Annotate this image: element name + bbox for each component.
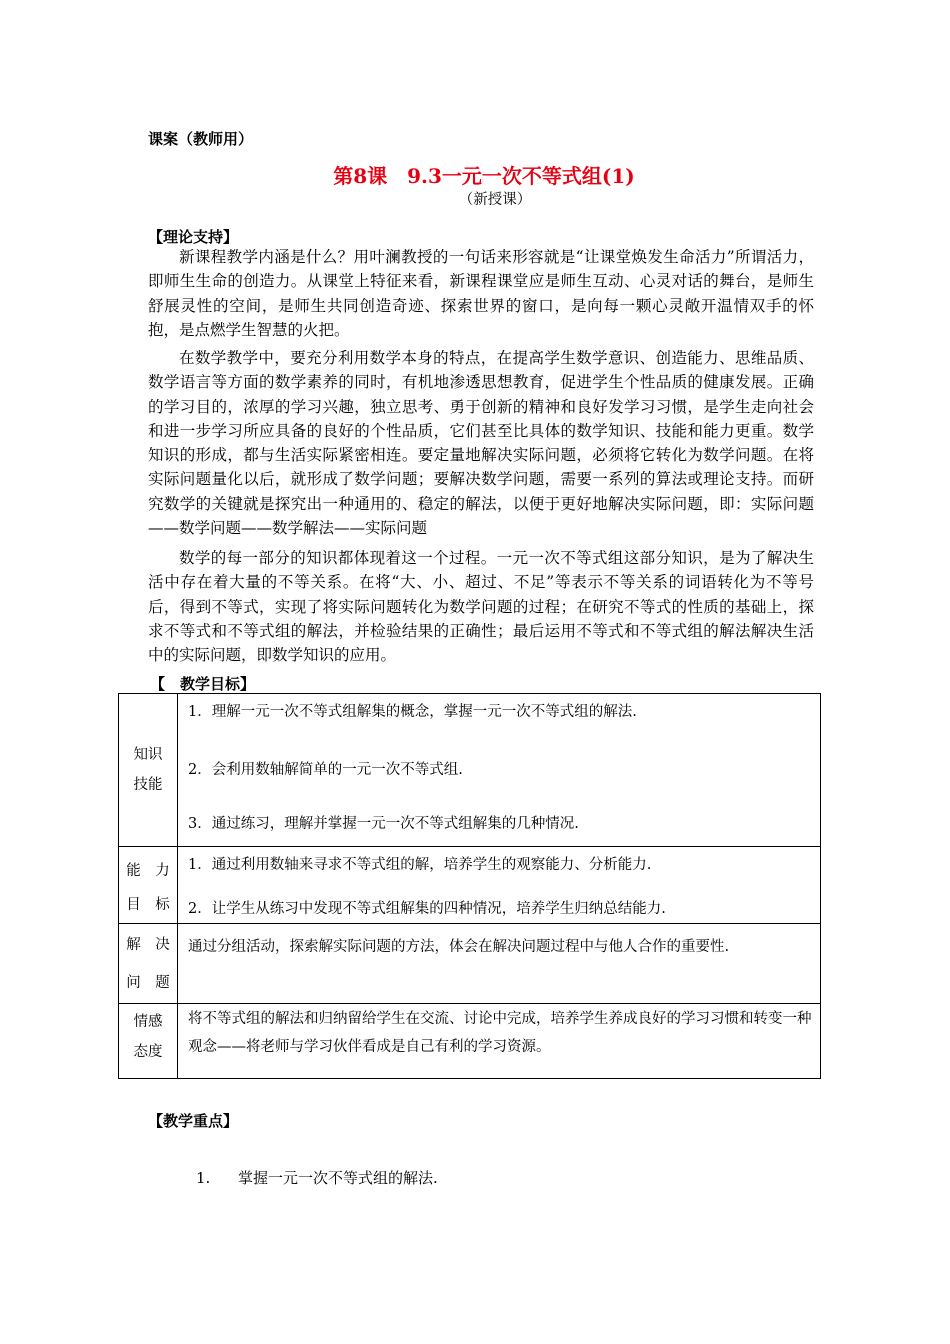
goal-category-line: 能 力	[126, 863, 170, 879]
document-type-label: 课案（教师用）	[148, 130, 254, 148]
goal-category-line: 技能	[133, 777, 163, 793]
theory-heading: 【理论支持】	[148, 228, 239, 246]
goal-row-knowledge	[119, 694, 821, 847]
theory-paragraph: 数学的每一部分的知识都体现着这一个过程。一元一次不等式组这部分知识，是为了解决生活中存在着大量的不等关系。在将“大、小、超过、不足”等表示不等关系的词语转化为不等号后，得到不等式，实现了将实际问题转化为数学问题的过程；在研究不等式的性质的基础上，探求不等式和不等式组的解法，并检验结果的正确性；最后运用不等式和不等式组的解法解决生活中的实际问题，即数学知识的应用。	[148, 549, 814, 665]
focus-item	[196, 1167, 438, 1188]
focus-item-text: 掌握一元一次不等式组的解法.	[238, 1169, 438, 1187]
goal-item: 通过分组活动，探索解实际问题的方法，体会在解决问题过程中与他人合作的重要性.	[188, 939, 730, 955]
goal-content-cell	[178, 1004, 821, 1079]
goal-row-ability	[119, 847, 821, 924]
goal-item: 2．会利用数轴解简单的一元一次不等式组.	[188, 762, 463, 778]
lesson-title: 第8课 9.3一元一次不等式组(1)	[333, 164, 635, 188]
goal-row-attitude	[119, 1004, 821, 1079]
goal-category-line: 知识	[133, 747, 163, 763]
focus-item-number: 1.	[196, 1169, 211, 1187]
theory-paragraph: 在数学教学中，要充分利用数学本身的特点，在提高学生数学意识、创造能力、思维品质、数学语言等方面的数学素养的同时，有机地渗透思想教育，促进学生个性品质的健康发展。正确的学习目的，浓厚的学习兴趣，独立思考、勇于创新的精神和良好发学习习惯，是学生走向社会和进一步学习所应具备的良好的个性品质，它们甚至比具体的数学知识、技能和能力更重。数学知识的形成，都与生活实际紧密相连。要定量地解决实际问题，必须将它转化为数学问题。在将实际问题量化以后，就形成了数学问题；要解决数学问题，需要一系列的算法或理论支持。而研究数学的关键就是探究出一种通用的、稳定的解法，以便于更好地解决实际问题，即：实际问题——数学问题——数学解法——实际问题	[148, 349, 814, 538]
goal-item: 1．理解一元一次不等式组解集的概念，掌握一元一次不等式组的解法.	[188, 704, 637, 720]
goal-category-line: 解 决	[126, 936, 170, 953]
goal-category-cell	[119, 847, 178, 924]
goal-category-line: 情感	[133, 1014, 163, 1030]
goal-item: 1．通过利用数轴来寻求不等式组的解，培养学生的观察能力、分析能力.	[188, 857, 652, 873]
goal-item: 将不等式组的解法和归纳留给学生在交流、讨论中完成，培养学生养成良好的学习习惯和转变一种观念——将老师与学习伙伴看成是自己有利的学习资源。	[188, 1011, 812, 1055]
goal-content-cell	[178, 694, 821, 847]
goals-heading: 【 教学目标】	[150, 675, 256, 693]
goal-category-cell	[119, 1004, 178, 1079]
goal-category-cell	[119, 924, 178, 1004]
goal-category-line: 目 标	[126, 897, 170, 913]
focus-heading: 【教学重点】	[148, 1112, 239, 1130]
goal-item: 2．让学生从练习中发现不等式组解集的四种情况，培养学生归纳总结能力.	[188, 901, 666, 917]
theory-paragraph: 新课程教学内涵是什么？用叶澜教授的一句话来形容就是“让课堂焕发生命活力”所谓活力，即师生生命的创造力。从课堂上特征来看，新课程课堂应是师生互动、心灵对话的舞台，是师生舒展灵性的空间，是师生共同创造奇迹、探索世界的窗口，是向每一颗心灵敞开温情双手的怀抱，是点燃学生智慧的火把。	[148, 248, 814, 339]
teaching-goals-table	[118, 693, 821, 1079]
goal-row-problem-solving	[119, 924, 821, 1004]
goal-content-cell	[178, 924, 821, 1004]
goal-category-cell	[119, 694, 178, 847]
goal-category-line: 问 题	[126, 974, 170, 991]
lesson-subtitle: （新授课）	[458, 192, 532, 208]
goal-item: 3．通过练习，理解并掌握一元一次不等式组解集的几种情况.	[188, 816, 579, 832]
goal-content-cell	[178, 847, 821, 924]
goal-category-line: 态度	[133, 1044, 163, 1060]
